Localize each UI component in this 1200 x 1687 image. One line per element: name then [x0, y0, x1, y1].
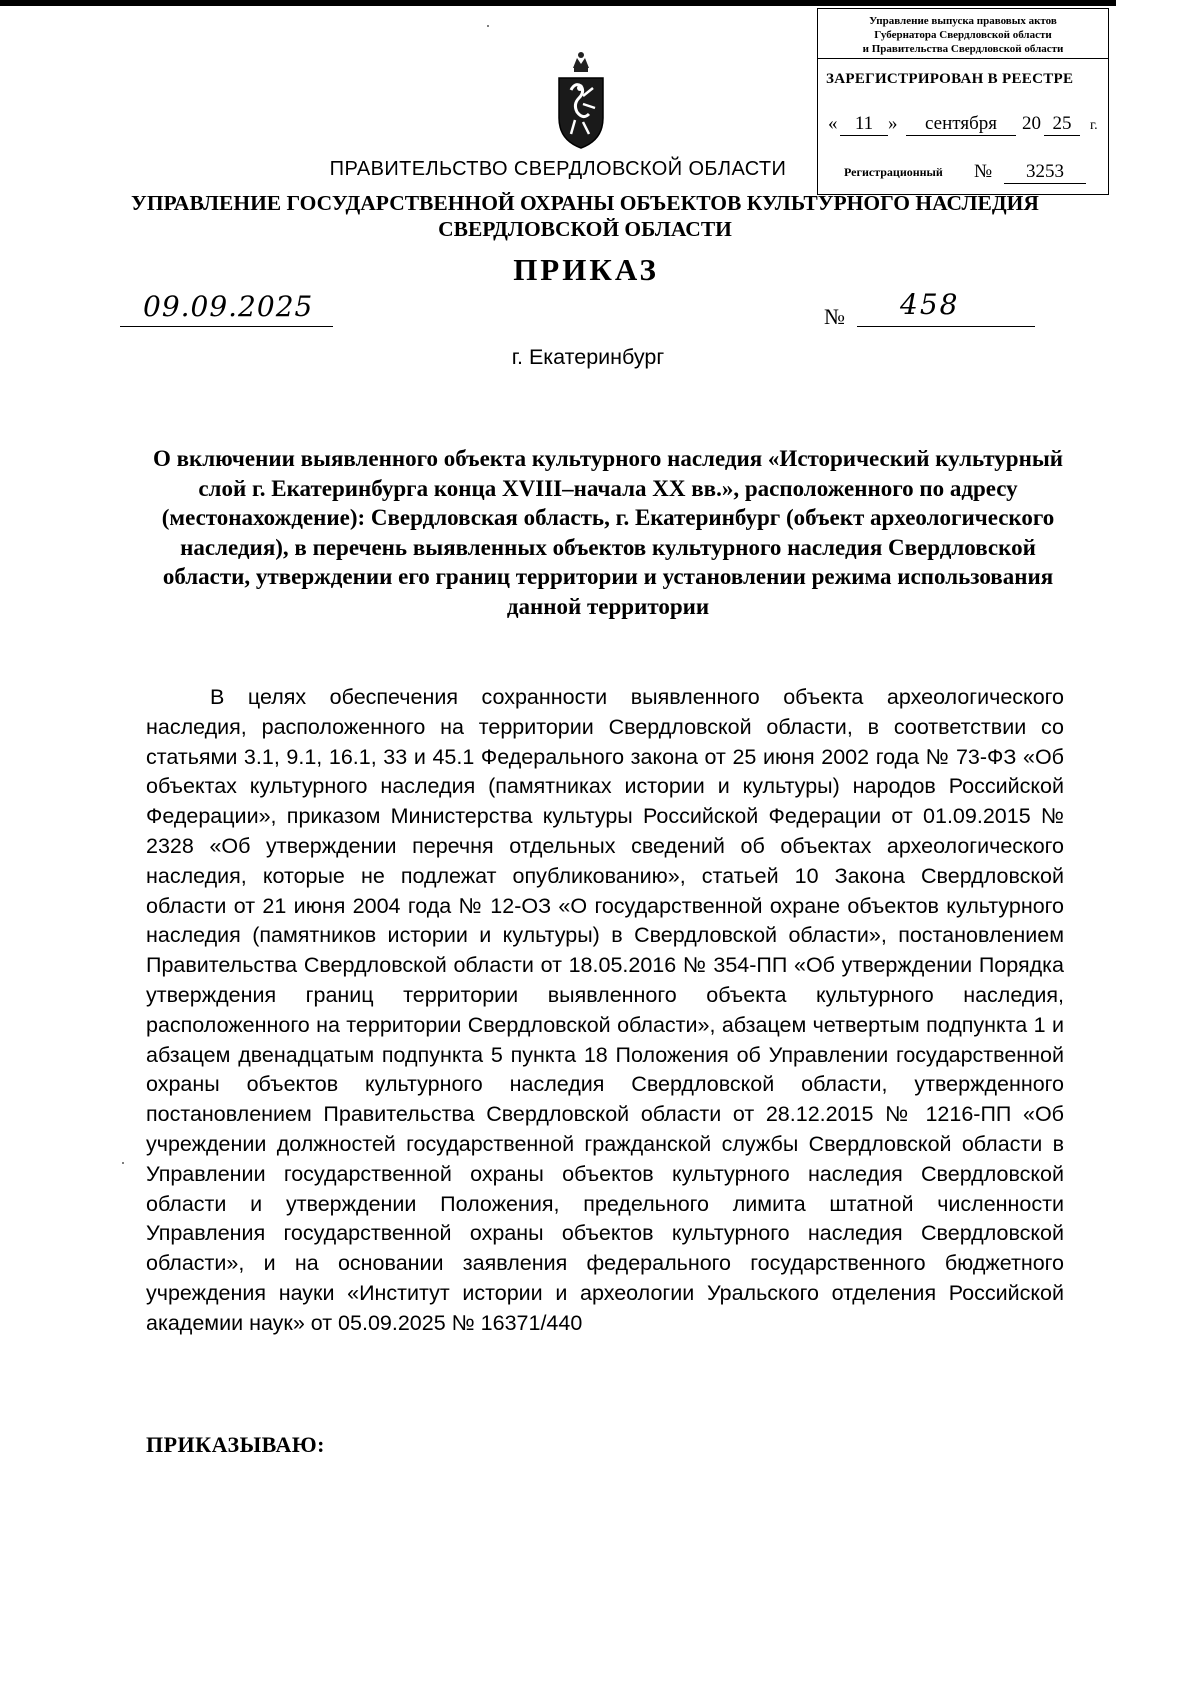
date-underline: [120, 326, 333, 327]
stamp-reg-label: Регистрационный: [844, 165, 943, 179]
stamp-year-prefix: 20: [1022, 113, 1041, 134]
preamble-paragraph: В целях обеспечения сохранности выявленного объекта археологического наследия, расположенного на территории Свердловской области, в соответствии со статьями 3.1, 9.1, 16.1, 33 и 45.1 Федерального закона от 25 июня 2002 года № 73-ФЗ «Об объектах культурного наследия (памятниках истории и культуры) народов Российской Федерации», приказом Министерства культуры Российской Федерации от 01.09.2015 № 2328 «Об утверждении перечня отдельных сведений об объектах археологического наследия, которые не подлежат опубликованию», статьей 10 Закона Свердловской области от 21 июня 2004 года № 12-ОЗ «О государственной охране объектов культурного наследия (памятников истории и культуры) в Свердловской области», постановлением Правительства Свердловской области от 18.05.2016 № 354-ПП «Об утверждении Порядка утверждения границ территории выявленного объекта культурного наследия, расположенного на территории Свердловской области», абзацем четвертым подпункта 1 и абзацем двенадцатым подпункта 5 пункта 18 Положения об Управлении государственной охраны объектов культурного наследия Свердловской области, утвержденного постановлением Правительства Свердловской области от 28.12.2015 № 1216-ПП «Об учреждении должностей государственной гражданской службы Свердловской области в Управлении государственной охраны объектов культурного наследия Свердловской области и утверждении Положения, предельного лимита штатной численности Управления государственной охраны объектов культурного наследия Свердловской области», и на основании заявления федерального государственного бюджетного учреждения науки «Институт истории и археологии Уральского отделения Российской академии наук» от 05.09.2025 № 16371/440: [146, 685, 1064, 1335]
stamp-reg-value: 3253: [1004, 161, 1086, 184]
stamp-quote-close: »: [888, 113, 898, 134]
stamp-header-line: Губернатора Свердловской области: [874, 29, 1052, 41]
department-line: СВЕРДЛОВСКОЙ ОБЛАСТИ: [438, 217, 732, 241]
stamp-year-abbr: г.: [1090, 118, 1098, 133]
department-line: УПРАВЛЕНИЕ ГОСУДАРСТВЕННОЙ ОХРАНЫ ОБЪЕКТОВ КУЛЬТУРНОГО НАСЛЕДИЯ: [131, 191, 1039, 215]
scan-top-edge: [0, 0, 1116, 6]
government-name: ПРАВИТЕЛЬСТВО СВЕРДЛОВСКОЙ ОБЛАСТИ: [329, 158, 787, 180]
city: г. Екатеринбург: [511, 345, 665, 369]
number-sign: №: [824, 304, 845, 329]
stamp-header-line: и Правительства Свердловской области: [862, 43, 1064, 55]
stamp-month: сентября: [906, 113, 1016, 136]
order-heading: ПРИКАЗЫВАЮ:: [146, 1432, 325, 1457]
stamp-registered-label: ЗАРЕГИСТРИРОВАН В РЕЕСТРЕ: [826, 71, 1074, 87]
scan-speck: [487, 25, 489, 27]
stamp-quote-open: «: [828, 113, 838, 134]
number-underline: [857, 326, 1035, 327]
handwritten-number: 458: [900, 288, 960, 321]
stamp-header-line: Управление выпуска правовых актов: [869, 15, 1057, 27]
document-type: ПРИКАЗ: [513, 252, 659, 287]
stamp-header: [818, 9, 1108, 59]
scan-speck: [122, 1162, 124, 1164]
coat-of-arms-icon: [553, 48, 609, 150]
stamp-date: [828, 113, 1106, 137]
stamp-year-suffix: 25: [1044, 113, 1080, 136]
handwritten-date: 09.09.2025: [143, 290, 314, 323]
stamp-day: 11: [840, 113, 888, 136]
document-title: О включении выявленного объекта культурного наследия «Исторический культурный слой г. Екатеринбурга конца XVIII–начала XX вв.», расположенного по адресу (местонахождение): Свердловская область, г. Екатеринбург (объект археологического наследия), в перечень выявленных объектов культурного наследия Свердловской области, утверждении его границ территории и установлении режима использования данной территории: [152, 446, 1064, 619]
department-name: [80, 190, 1090, 242]
stamp-number-sign: №: [974, 161, 993, 182]
